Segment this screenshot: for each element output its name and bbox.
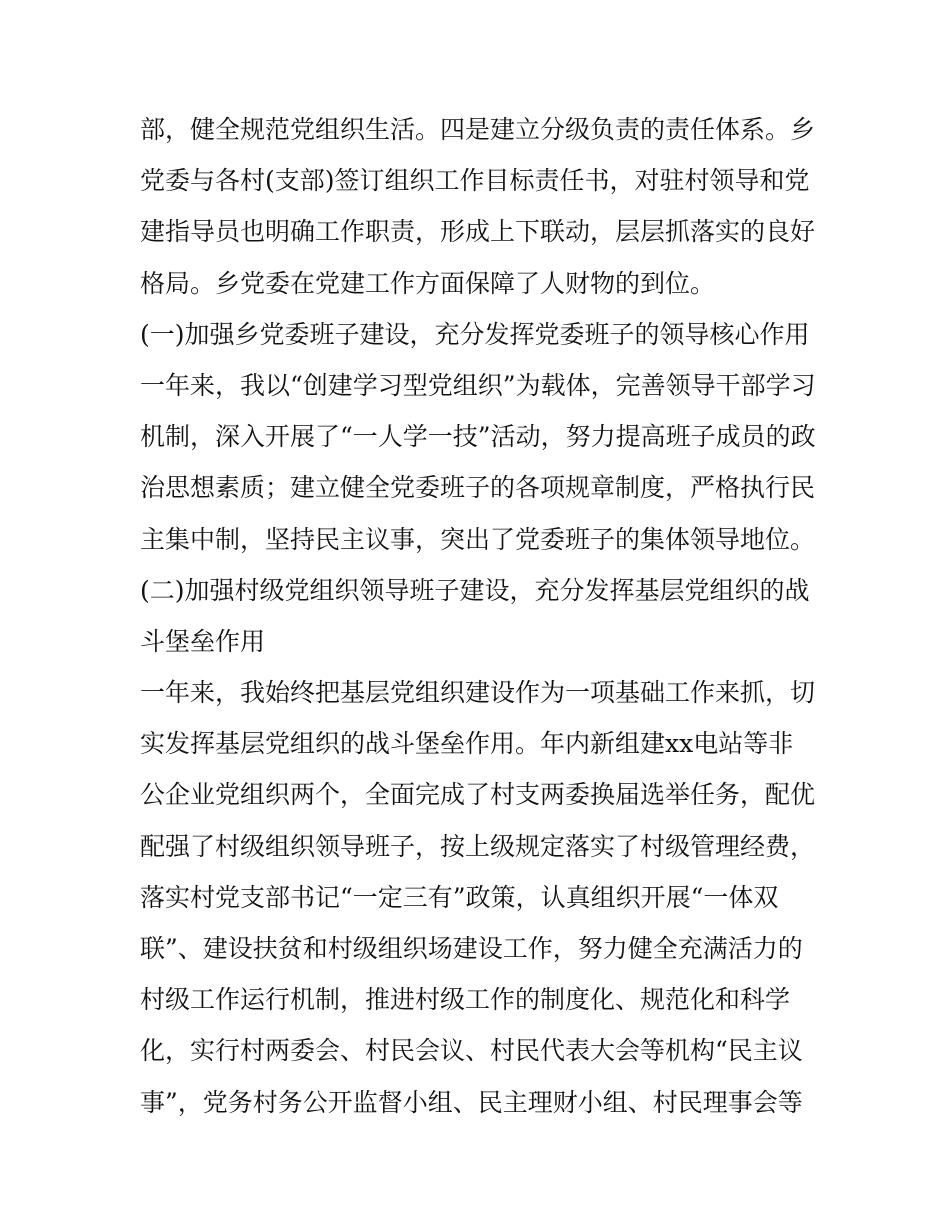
text-line: 主集中制，坚持民主议事，突出了党委班子的集体领导地位。 <box>140 524 816 554</box>
text-line: 建指导员也明确工作职责，形成上下联动，层层抓落实的良好 <box>140 217 816 247</box>
text-line: 联”、建设扶贫和村级组织场建设工作，努力健全充满活力的 <box>140 934 803 963</box>
text-line: 村级工作运行机制，推进村级工作的制度化、规范化和科学 <box>140 985 791 1015</box>
text-line: 治思想素质；建立健全党委班子的各项规章制度，严格执行民 <box>140 473 816 503</box>
text-line: 实发挥基层党组织的战斗堡垒作用。年内新组建xx电站等非 <box>140 729 794 759</box>
text-line: 事”，党务村务公开监督小组、民主理财小组、村民理事会等 <box>140 1087 803 1117</box>
section-heading: (一)加强乡党委班子建设，充分发挥党委班子的领导核心作用 <box>140 319 810 349</box>
text-line: 化，实行村两委会、村民会议、村民代表大会等机构“民主议 <box>140 1036 803 1066</box>
text-line: 一年来，我始终把基层党组织建设作为一项基础工作来抓，切 <box>140 678 816 708</box>
text-line: 党委与各村(支部)签订组织工作目标责任书，对驻村领导和党 <box>140 166 810 196</box>
text-line: 公企业党组织两个，全面完成了村支两委换届选举任务，配优 <box>140 780 816 810</box>
text-line: 机制，深入开展了“一人学一技”活动，努力提高班子成员的政 <box>140 422 816 452</box>
text-line: 部，健全规范党组织生活。四是建立分级负责的责任体系。乡 <box>140 115 816 144</box>
text-line: 配强了村级组织领导班子，按上级规定落实了村级管理经费， <box>140 831 816 861</box>
section-heading-continued: 斗堡垒作用 <box>140 626 266 656</box>
body-text <box>140 104 820 1128</box>
text-line: 落实村党支部书记“一定三有”政策，认真组织开展“一体双 <box>140 882 779 912</box>
text-line: 一年来，我以“创建学习型党组织”为载体，完善领导干部学习 <box>140 370 816 400</box>
text-line: 格局。乡党委在党建工作方面保障了人财物的到位。 <box>140 268 716 298</box>
section-heading: (二)加强村级党组织领导班子建设，充分发挥基层党组织的战 <box>140 575 810 605</box>
